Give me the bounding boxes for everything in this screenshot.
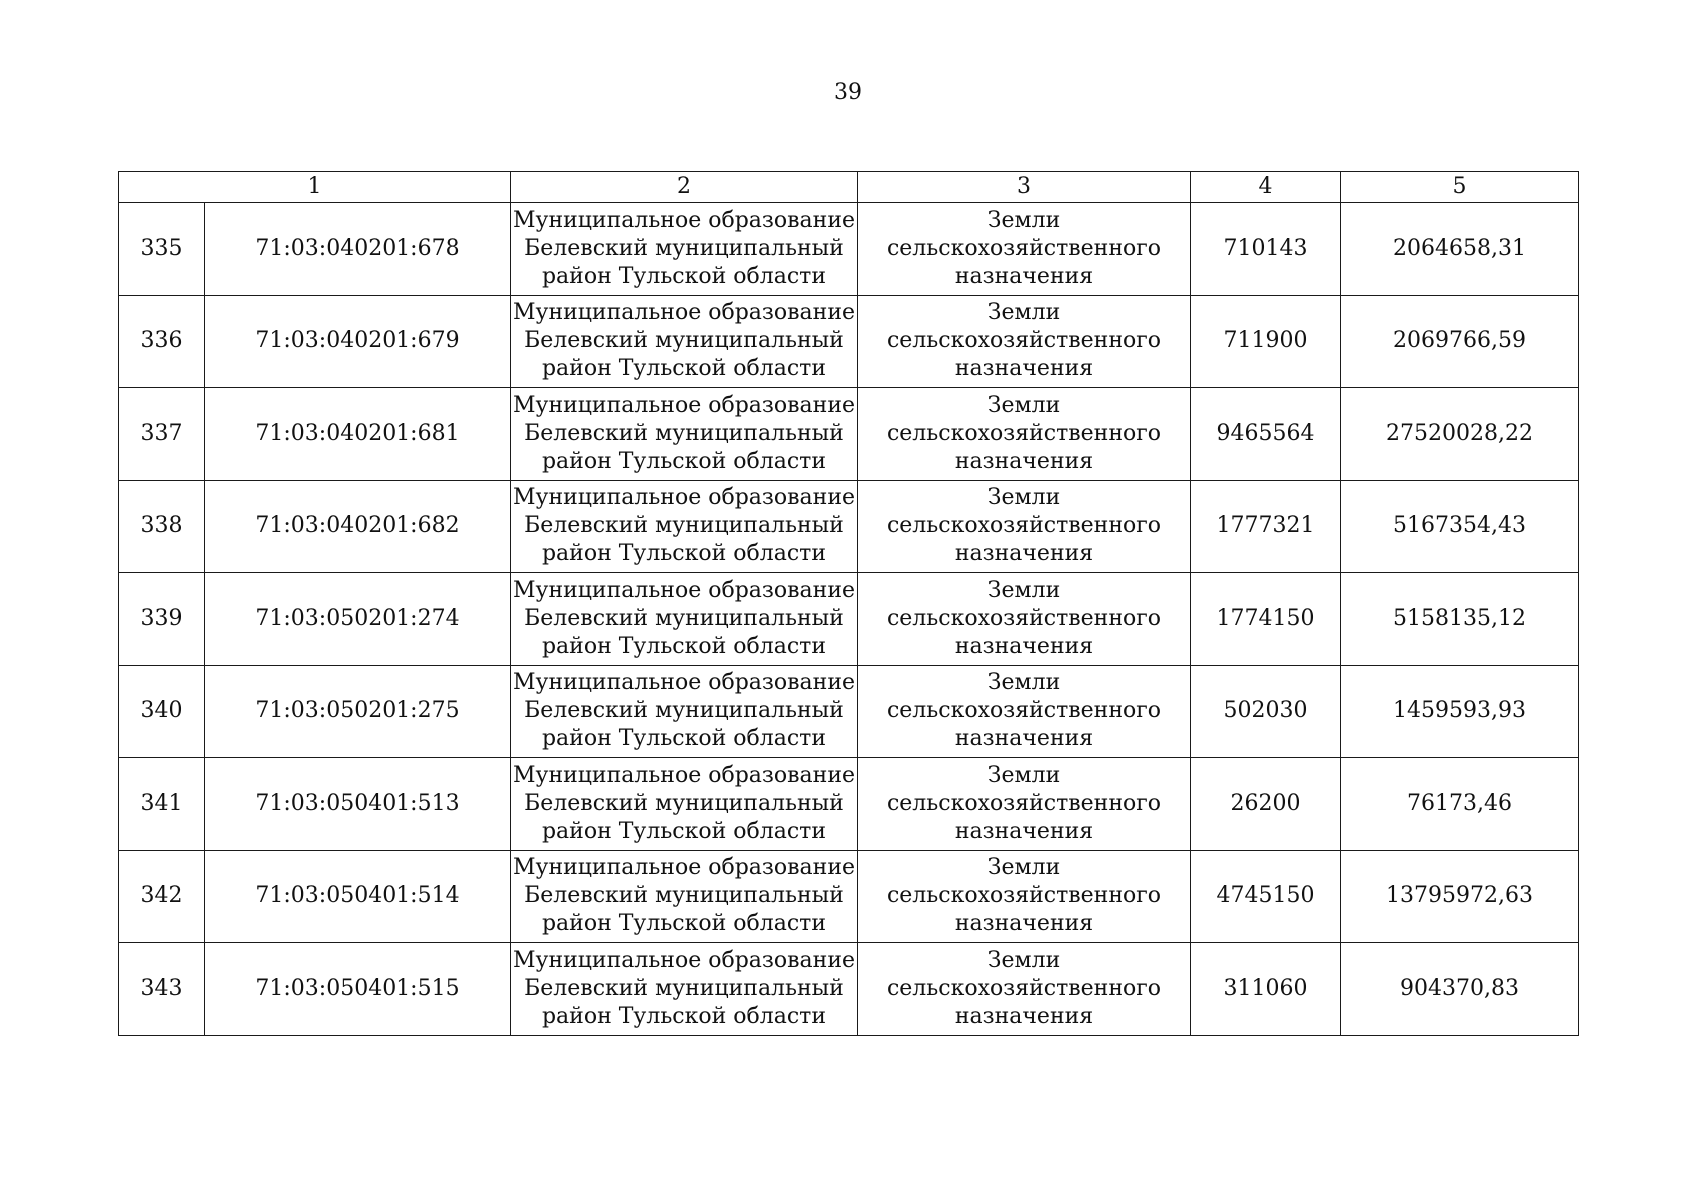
owner-cell-line: Муниципальное образование [512, 392, 856, 418]
owner-cell-line: Белевский муниципальный [524, 328, 844, 354]
owner-cell-line: Белевский муниципальный [524, 883, 844, 909]
table-row [119, 665, 1579, 758]
cadastral-number: 71:03:050201:274 [205, 573, 511, 666]
owner-cell-line: Муниципальное образование [512, 670, 856, 696]
owner-cell-line: Белевский муниципальный [524, 975, 844, 1001]
row-number: 335 [119, 203, 205, 296]
row-number: 341 [119, 758, 205, 851]
owner-cell-line: район Тульской области [541, 911, 827, 937]
land-category-cell [858, 943, 1191, 1036]
column-number-row [119, 172, 1579, 203]
owner-cell [511, 758, 858, 851]
land-category-cell-line: Земли [987, 947, 1061, 973]
land-category-cell-line: назначения [954, 726, 1094, 752]
area-cell: 502030 [1191, 665, 1341, 758]
owner-cell-line: Белевский муниципальный [524, 420, 844, 446]
cadastral-number: 71:03:040201:682 [205, 480, 511, 573]
land-category-cell-line: сельскохозяйственного [886, 883, 1162, 909]
cadastral-value-cell: 2064658,31 [1341, 203, 1579, 296]
land-category-cell-line: Земли [987, 300, 1061, 326]
owner-cell-line: Муниципальное образование [512, 207, 856, 233]
land-category-cell-line: Земли [987, 762, 1061, 788]
cadastral-value-cell: 27520028,22 [1341, 388, 1579, 481]
owner-cell-line: район Тульской области [541, 726, 827, 752]
owner-cell-line: Белевский муниципальный [524, 513, 844, 539]
owner-cell-line: район Тульской области [541, 263, 827, 289]
land-category-cell-line: назначения [954, 356, 1094, 382]
land-category-cell [858, 480, 1191, 573]
owner-cell-line: Муниципальное образование [512, 300, 856, 326]
table-row [119, 203, 1579, 296]
cadastral-number: 71:03:050401:515 [205, 943, 511, 1036]
owner-cell-line: Муниципальное образование [512, 762, 856, 788]
land-category-cell [858, 665, 1191, 758]
area-cell: 1777321 [1191, 480, 1341, 573]
owner-cell-line: район Тульской области [541, 818, 827, 844]
column-number-1: 1 [119, 172, 511, 203]
column-number-5: 5 [1341, 172, 1579, 203]
table-row [119, 943, 1579, 1036]
land-category-cell-line: сельскохозяйственного [886, 420, 1162, 446]
table-row [119, 573, 1579, 666]
owner-cell-line: район Тульской области [541, 1003, 827, 1029]
column-number-2: 2 [511, 172, 858, 203]
owner-cell-line: Муниципальное образование [512, 855, 856, 881]
table-row [119, 850, 1579, 943]
land-category-cell-line: назначения [954, 1003, 1094, 1029]
column-number-4: 4 [1191, 172, 1341, 203]
owner-cell [511, 850, 858, 943]
cadastral-value-cell: 2069766,59 [1341, 295, 1579, 388]
land-category-cell-line: сельскохозяйственного [886, 605, 1162, 631]
owner-cell [511, 665, 858, 758]
cadastral-value-cell: 5158135,12 [1341, 573, 1579, 666]
owner-cell [511, 480, 858, 573]
land-category-cell-line: сельскохозяйственного [886, 790, 1162, 816]
area-cell: 1774150 [1191, 573, 1341, 666]
cadastral-value-cell: 13795972,63 [1341, 850, 1579, 943]
cadastral-number: 71:03:050401:514 [205, 850, 511, 943]
cadastral-value-cell: 1459593,93 [1341, 665, 1579, 758]
table-row [119, 758, 1579, 851]
row-number: 340 [119, 665, 205, 758]
owner-cell-line: район Тульской области [541, 448, 827, 474]
cadastral-value-cell: 5167354,43 [1341, 480, 1579, 573]
land-category-cell [858, 850, 1191, 943]
land-category-cell-line: сельскохозяйственного [886, 975, 1162, 1001]
owner-cell [511, 943, 858, 1036]
table-row [119, 480, 1579, 573]
land-plots-table [118, 171, 1579, 1036]
owner-cell-line: Белевский муниципальный [524, 605, 844, 631]
owner-cell-line: Муниципальное образование [512, 485, 856, 511]
land-category-cell-line: назначения [954, 263, 1094, 289]
page-number: 39 [834, 80, 862, 105]
land-category-cell [858, 203, 1191, 296]
area-cell: 710143 [1191, 203, 1341, 296]
land-category-cell-line: сельскохозяйственного [886, 513, 1162, 539]
table-row [119, 295, 1579, 388]
land-category-cell [858, 758, 1191, 851]
owner-cell-line: Муниципальное образование [512, 577, 856, 603]
area-cell: 311060 [1191, 943, 1341, 1036]
owner-cell-line: Белевский муниципальный [524, 235, 844, 261]
owner-cell-line: Белевский муниципальный [524, 790, 844, 816]
row-number: 338 [119, 480, 205, 573]
cadastral-value-cell: 904370,83 [1341, 943, 1579, 1036]
cadastral-number: 71:03:050201:275 [205, 665, 511, 758]
land-category-cell [858, 573, 1191, 666]
land-category-cell-line: сельскохозяйственного [886, 235, 1162, 261]
area-cell: 4745150 [1191, 850, 1341, 943]
land-category-cell-line: сельскохозяйственного [886, 328, 1162, 354]
land-category-cell-line: Земли [987, 577, 1061, 603]
row-number: 339 [119, 573, 205, 666]
row-number: 343 [119, 943, 205, 1036]
cadastral-value-cell: 76173,46 [1341, 758, 1579, 851]
land-category-cell-line: Земли [987, 670, 1061, 696]
land-category-cell-line: назначения [954, 448, 1094, 474]
row-number: 336 [119, 295, 205, 388]
land-category-cell-line: Земли [987, 207, 1061, 233]
land-category-cell-line: сельскохозяйственного [886, 698, 1162, 724]
land-category-cell-line: Земли [987, 855, 1061, 881]
owner-cell-line: Белевский муниципальный [524, 698, 844, 724]
land-category-cell-line: назначения [954, 911, 1094, 937]
table-body [119, 172, 1579, 1036]
row-number: 337 [119, 388, 205, 481]
owner-cell [511, 295, 858, 388]
land-category-cell [858, 295, 1191, 388]
cadastral-number: 71:03:040201:681 [205, 388, 511, 481]
land-category-cell-line: назначения [954, 633, 1094, 659]
cadastral-number: 71:03:050401:513 [205, 758, 511, 851]
owner-cell-line: район Тульской области [541, 356, 827, 382]
owner-cell-line: Муниципальное образование [512, 947, 856, 973]
cadastral-number: 71:03:040201:679 [205, 295, 511, 388]
land-category-cell-line: Земли [987, 392, 1061, 418]
owner-cell-line: район Тульской области [541, 541, 827, 567]
owner-cell [511, 388, 858, 481]
row-number: 342 [119, 850, 205, 943]
owner-cell [511, 573, 858, 666]
cadastral-number: 71:03:040201:678 [205, 203, 511, 296]
land-category-cell-line: Земли [987, 485, 1061, 511]
area-cell: 9465564 [1191, 388, 1341, 481]
owner-cell [511, 203, 858, 296]
area-cell: 711900 [1191, 295, 1341, 388]
column-number-3: 3 [858, 172, 1191, 203]
land-category-cell-line: назначения [954, 818, 1094, 844]
table-row [119, 388, 1579, 481]
owner-cell-line: район Тульской области [541, 633, 827, 659]
land-category-cell-line: назначения [954, 541, 1094, 567]
area-cell: 26200 [1191, 758, 1341, 851]
land-category-cell [858, 388, 1191, 481]
